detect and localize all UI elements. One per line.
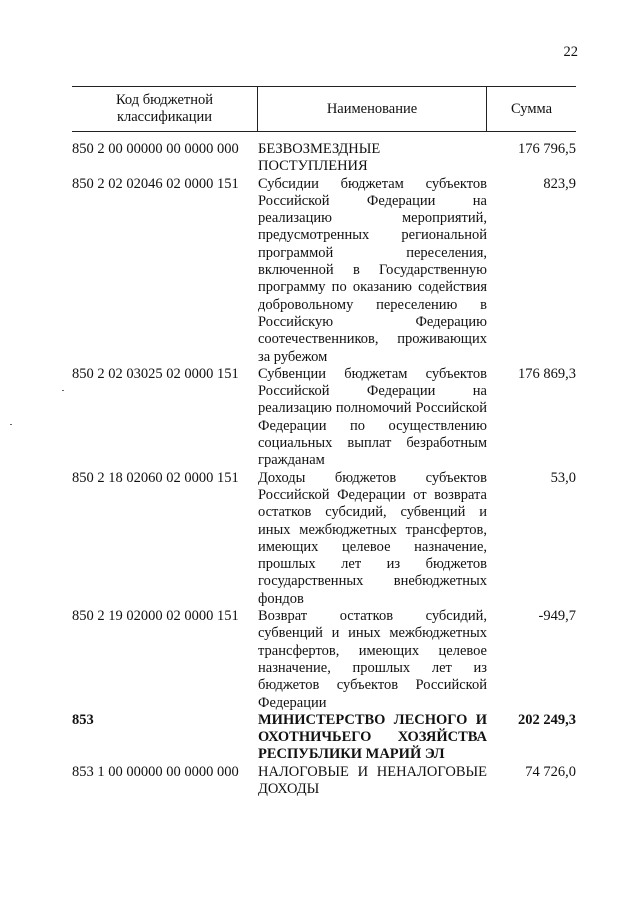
row-sum: 53,0 bbox=[550, 469, 576, 486]
row-code: 850 2 00 00000 00 0000 000 bbox=[72, 141, 239, 157]
table-row bbox=[72, 608, 576, 712]
page-number: 22 bbox=[563, 44, 578, 60]
row-name: МИНИСТЕРСТВО ЛЕСНОГО И ОХОТНИЧЬЕГО ХОЗЯЙСТВА РЕСПУБЛИКИ МАРИЙ ЭЛ bbox=[258, 711, 487, 763]
row-name: НАЛОГОВЫЕ И НЕНАЛОГОВЫЕ ДОХОДЫ bbox=[258, 763, 487, 797]
row-name: Субвенции бюджетам субъектов Российской Федерации на реализацию полномочий Российской Федерации по осуществлению социальных выплат безработным гражданам bbox=[258, 365, 487, 469]
table-row bbox=[72, 141, 576, 176]
table-body bbox=[72, 141, 576, 798]
table-row-department bbox=[72, 712, 576, 764]
table-row bbox=[72, 176, 576, 366]
scan-mark bbox=[62, 390, 64, 391]
row-code: 850 2 18 02060 02 0000 151 bbox=[72, 469, 239, 486]
row-code: 850 2 02 02046 02 0000 151 bbox=[72, 175, 239, 192]
header-name: Наименование bbox=[258, 87, 487, 131]
row-sum: 202 249,3 bbox=[518, 711, 576, 728]
row-sum: -949,7 bbox=[538, 608, 576, 625]
header-sum: Сумма bbox=[510, 100, 553, 117]
row-name: Доходы бюджетов субъектов Российской Федерации от возврата остатков субсидий, субвенций и иных межбюджетных трансфертов, имеющих целевое назначение, прошлых лет из бюджетов государственных внебюджетных фондов bbox=[258, 469, 487, 607]
row-name: Возврат остатков субсидий, субвенций и иных межбюджетных трансфертов, имеющих целевое назначение, прошлых лет из бюджетов субъектов Российской Федерации bbox=[258, 608, 487, 711]
table-header bbox=[72, 86, 576, 132]
row-sum: 823,9 bbox=[543, 175, 576, 192]
row-name: Субсидии бюджетам субъектов Российской Федерации на реализацию мероприятий, предусмотренных региональной программой переселения, включенной в Государственную программу по оказанию содействия добровольному переселению в Российскую Федерацию соотечественников, проживающих за рубежом bbox=[258, 175, 487, 365]
table-row bbox=[72, 366, 576, 470]
row-sum: 176 869,3 bbox=[518, 365, 576, 382]
row-code: 850 2 02 03025 02 0000 151 bbox=[72, 365, 239, 382]
row-sum: 176 796,5 bbox=[518, 141, 576, 157]
scan-mark bbox=[10, 424, 12, 425]
row-code: 853 bbox=[72, 711, 94, 728]
row-code: 850 2 19 02000 02 0000 151 bbox=[72, 608, 239, 625]
row-code: 853 1 00 00000 00 0000 000 bbox=[72, 763, 239, 780]
header-code: Код бюджетной классификации bbox=[72, 87, 258, 131]
table-row bbox=[72, 764, 576, 799]
row-name: БЕЗВОЗМЕЗДНЫЕ ПОСТУПЛЕНИЯ bbox=[258, 141, 381, 175]
row-sum: 74 726,0 bbox=[525, 763, 576, 780]
table-row bbox=[72, 470, 576, 608]
